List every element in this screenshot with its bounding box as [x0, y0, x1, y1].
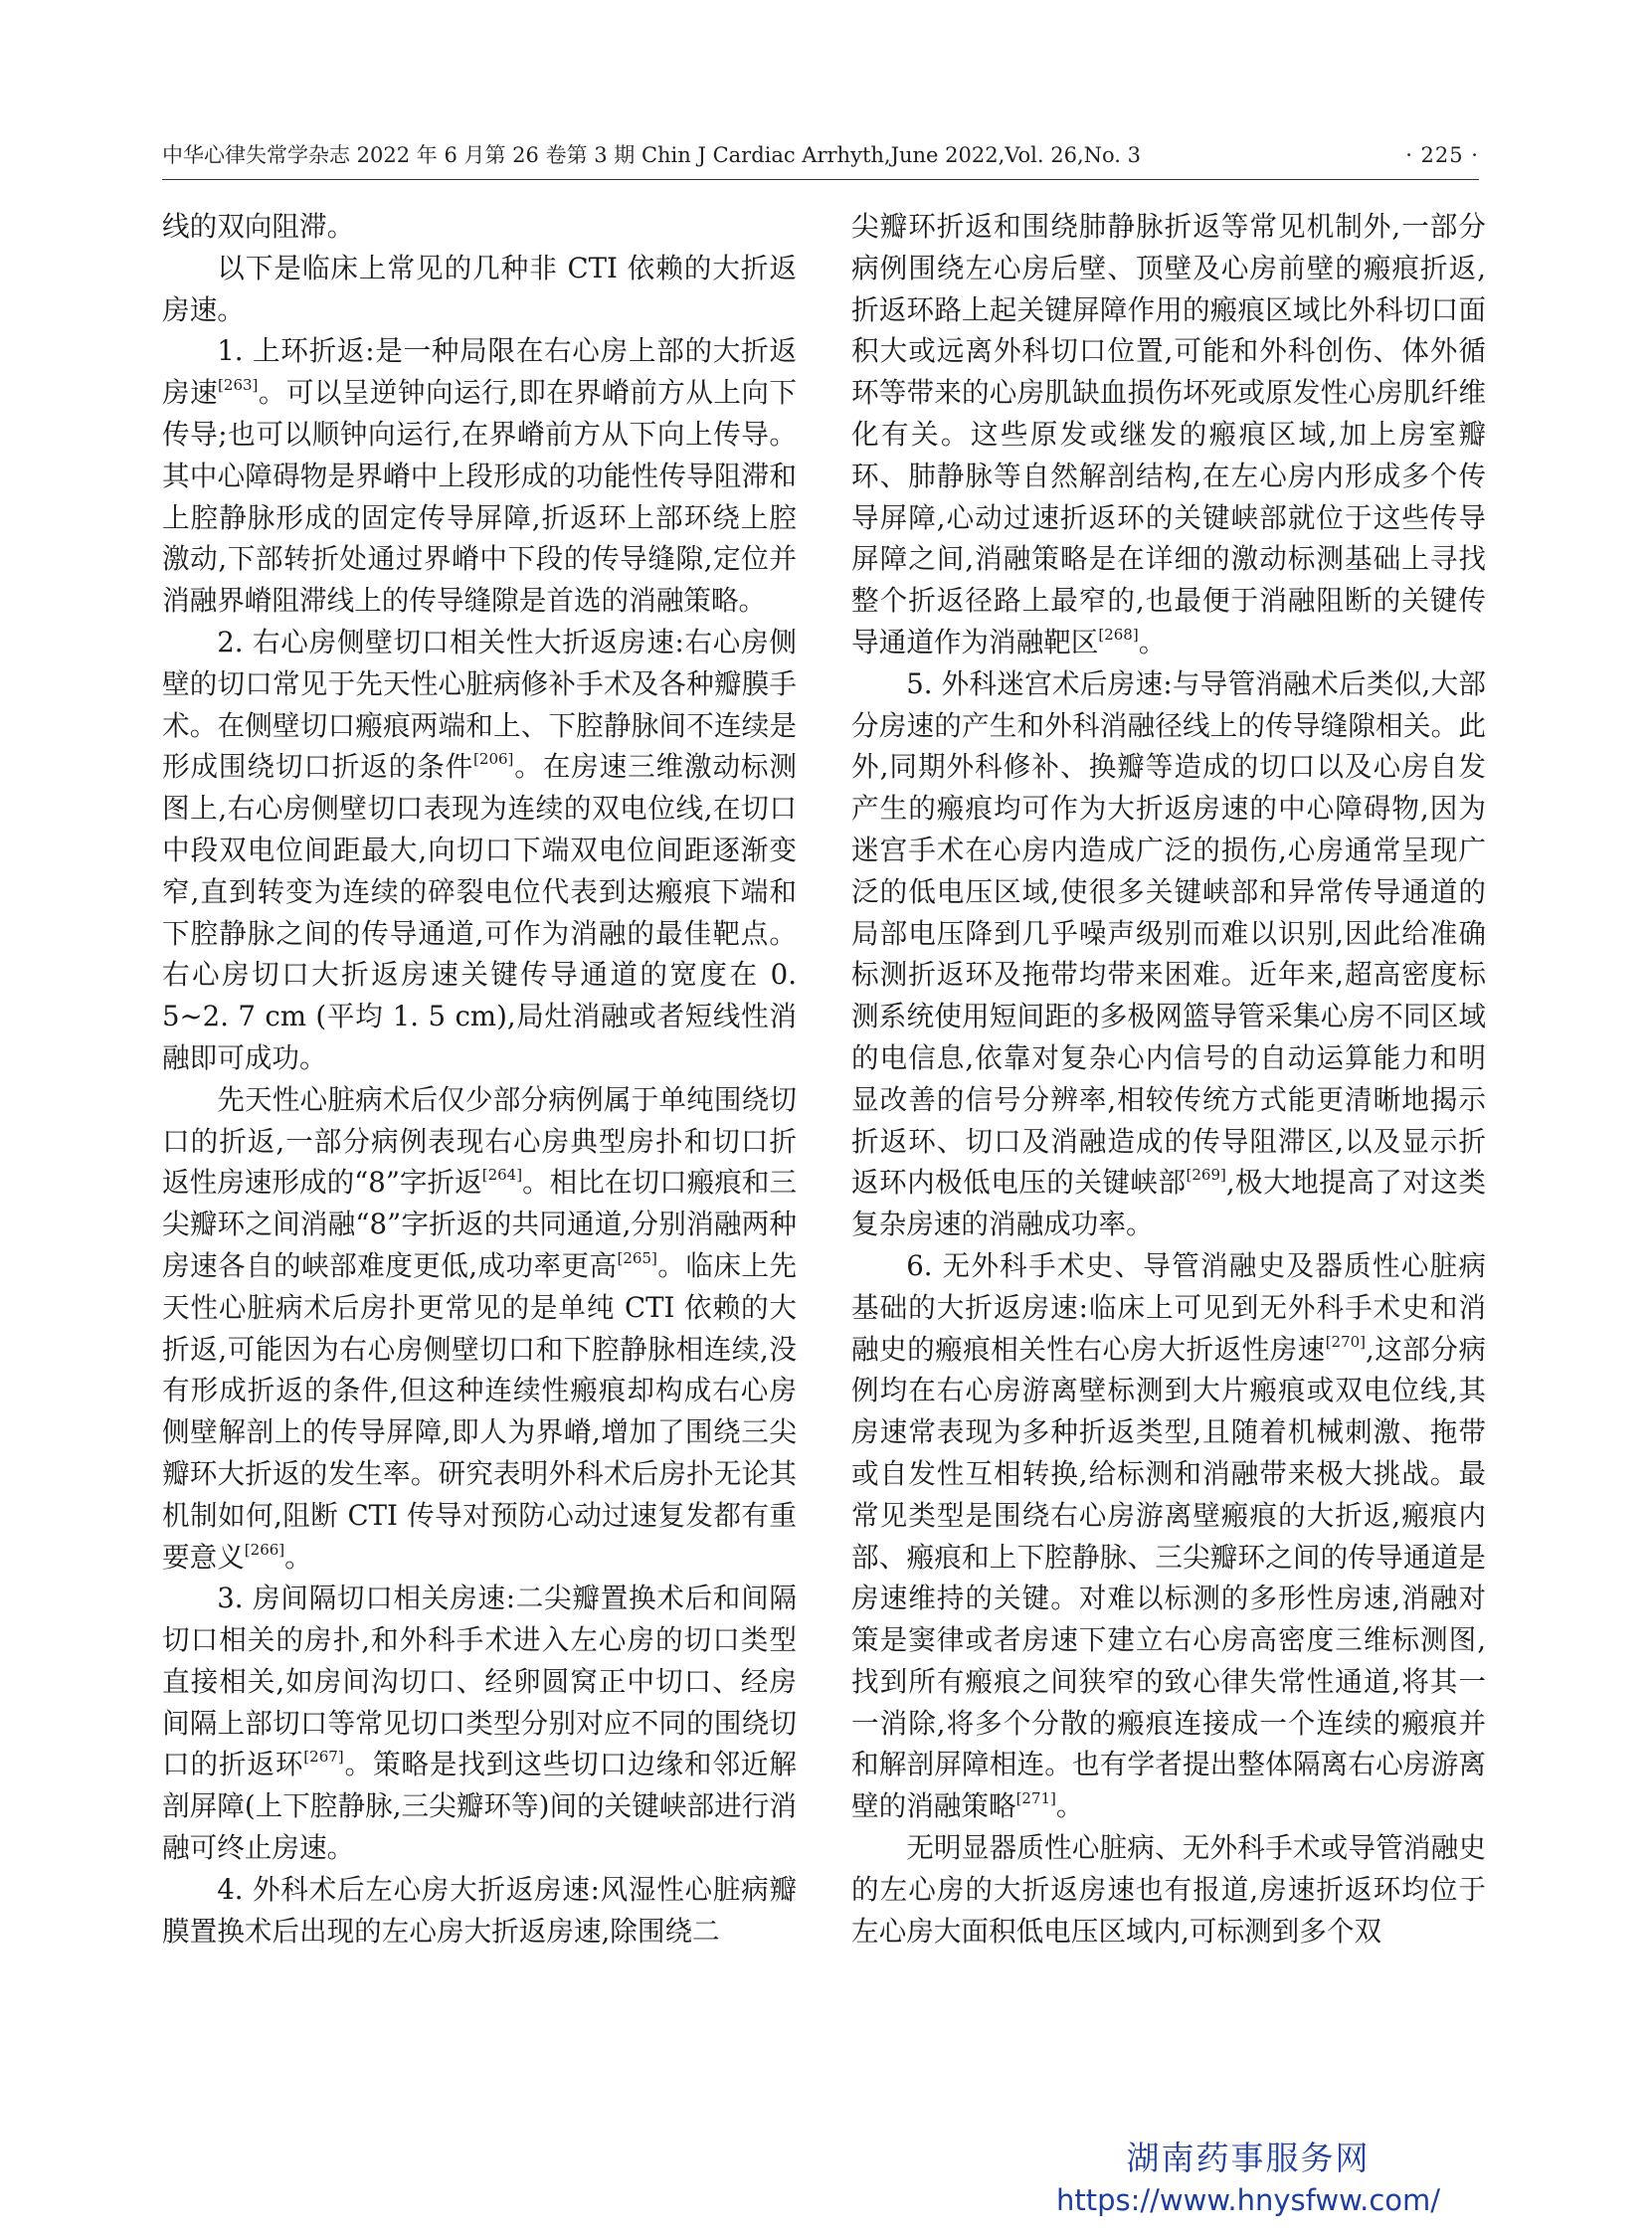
- citation-ref: [264]: [481, 1166, 523, 1185]
- paragraph: 以下是临床上常见的几种非 CTI 依赖的大折返房速。: [162, 251, 797, 326]
- paragraph: 尖瓣环折返和围绕肺静脉折返等常见机制外,一部分病例围绕左心房后壁、顶壁及心房前壁的瘢痕折返,折返环路上起关键屏障作用的瘢痕区域比外科切口面积大或远离外科切口位置,可能和外科创伤、体外循环等带来的心房肌缺血损伤坏死或原发性心房肌纤维化有关。这些原发或继发的瘢痕区域,加上房室瓣环、肺静脉等自然解剖结构,在左心房内形成多个传导屏障,心动过速折返环的关键峡部就位于这些传导屏障之间,消融策略是在详细的激动标测基础上寻找整个折返径路上最窄的,也最便于消融阻断的关键传导通道作为消融靶区[268]。: [851, 210, 1486, 658]
- paragraph: 无明显器质性心脏病、无外科手术或导管消融史的左心房的大折返房速也有报道,房速折返环均位于左心房大面积低电压区域内,可标测到多个双: [851, 1831, 1486, 1948]
- paragraph: 5. 外科迷宫术后房速:与导管消融术后类似,大部分房速的产生和外科消融径线上的传导缝隙相关。此外,同期外科修补、换瓣等造成的切口以及心房自发产生的瘢痕均可作为大折返房速的中心障碍物,因为迷宫手术在心房内造成广泛的损伤,心房通常呈现广泛的低电压区域,使很多关键峡部和异常传导通道的局部电压降到几乎噪声级别而难以识别,因此给准确标测折返环及拖带均带来困难。近年来,超高密度标测系统使用短间距的多极网篮导管采集心房不同区域的电信息,依靠对复杂心内信号的自动运算能力和明显改善的信号分辨率,相较传统方式能更清晰地揭示折返环、切口及消融造成的传导阻滞区,以及显示折返环内极低电压的关键峡部[269],极大地提高了对这类复杂房速的消融成功率。: [851, 666, 1486, 1241]
- right-column: [851, 206, 1486, 2155]
- journal-citation: 中华心律失常学杂志 2022 年 6 月第 26 卷第 3 期 Chin J Cardiac Arrhyth,June 2022,Vol. 26,No. 3: [162, 143, 1141, 167]
- watermark-title: 湖南药事服务网: [1126, 2139, 1371, 2177]
- citation-ref: [206]: [473, 750, 514, 769]
- paragraph: 6. 无外科手术史、导管消融史及器质性心脏病基础的大折返房速:临床上可见到无外科手术史和消融史的瘢痕相关性右心房大折返性房速[270],这部分病例均在右心房游离壁标测到大片瘢痕或双电位线,其房速常表现为多种折返类型,且随着机械刺激、拖带或自发性互相转换,给标测和消融带来极大挑战。最常见类型是围绕右心房游离壁瘢痕的大折返,瘢痕内部、瘢痕和上下腔静脉、三尖瓣环之间的传导通道是房速维持的关键。对难以标测的多形性房速,消融对策是窦律或者房速下建立右心房高密度三维标测图,找到所有瘢痕之间狭窄的致心律失常性通道,将其一一消除,将多个分散的瘢痕连接成一个连续的瘢痕并和解剖屏障相连。也有学者提出整体隔离右心房游离壁的消融策略[271]。: [851, 1248, 1486, 1823]
- citation-ref: [267]: [303, 1748, 344, 1767]
- paragraph: 2. 右心房侧壁切口相关性大折返房速:右心房侧壁的切口常见于先天性心脏病修补手术及各种瓣膜手术。在侧壁切口瘢痕两端和上、下腔静脉间不连续是形成围绕切口折返的条件[206]。在房速三维激动标测图上,右心房侧壁切口表现为连续的双电位线,在切口中段双电位间距最大,向切口下端双电位间距逐渐变窄,直到转变为连续的碎裂电位代表到达瘢痕下端和下腔静脉之间的传导通道,可作为消融的最佳靶点。右心房切口大折返房速关键传导通道的宽度在 0. 5~2. 7 cm (平均 1. 5 cm),局灶消融或者短线性消融即可成功。: [162, 625, 797, 1074]
- running-header: [162, 139, 1479, 171]
- header-rule: [162, 179, 1479, 180]
- citation-ref: [263]: [218, 376, 259, 395]
- site-watermark: [1034, 2137, 1462, 2220]
- watermark-url: https://www.hnysfww.com/: [1055, 2183, 1441, 2217]
- citation-ref: [271]: [1015, 1789, 1056, 1808]
- paragraph: 4. 外科术后左心房大折返房速:风湿性心脏病瓣膜置换术后出现的左心房大折返房速,除围绕二: [162, 1872, 797, 1948]
- paragraph: 先天性心脏病术后仅少部分病例属于单纯围绕切口的折返,一部分病例表现右心房典型房扑和切口折返性房速形成的“8”字折返[264]。相比在切口瘢痕和三尖瓣环之间消融“8”字折返的共同通道,分别消融两种房速各自的峡部难度更低,成功率更高[265]。临床上先天性心脏病术后房扑更常见的是单纯 CTI 依赖的大折返,可能因为右心房侧壁切口和下腔静脉相连续,没有形成折返的条件,但这种连续性瘢痕却构成右心房侧壁解剖上的传导屏障,即人为界嵴,增加了围绕三尖瓣环大折返的发生率。研究表明外科术后房扑无论其机制如何,阻断 CTI 传导对预防心动过速复发都有重要意义[266]。: [162, 1082, 797, 1574]
- paragraph: 1. 上环折返:是一种局限在右心房上部的大折返房速[263]。可以呈逆钟向运行,即在界嵴前方从上向下传导;也可以顺钟向运行,在界嵴前方从下向上传导。其中心障碍物是界嵴中上段形成的功能性传导阻滞和上腔静脉形成的固定传导屏障,折返环上部环绕上腔激动,下部转折处通过界嵴中下段的传导缝隙,定位并消融界嵴阻滞线上的传导缝隙是首选的消融策略。: [162, 334, 797, 618]
- page-number: · 225 ·: [1405, 143, 1479, 167]
- left-column: [162, 206, 797, 2155]
- citation-ref: [266]: [244, 1540, 285, 1559]
- paragraph: 线的双向阻滞。: [162, 210, 355, 243]
- citation-ref: [268]: [1098, 625, 1139, 644]
- citation-ref: [265]: [617, 1248, 657, 1267]
- paragraph: 3. 房间隔切口相关房速:二尖瓣置换术后和间隔切口相关的房扑,和外科手术进入左心房的切口类型直接相关,如房间沟切口、经卵圆窝正中切口、经房间隔上部切口等常见切口类型分别对应不同的围绕切口的折返环[267]。策略是找到这些切口边缘和邻近解剖屏障(上下腔静脉,三尖瓣环等)间的关键峡部进行消融可终止房速。: [162, 1582, 797, 1865]
- citation-ref: [269]: [1186, 1166, 1226, 1185]
- citation-ref: [270]: [1325, 1332, 1367, 1351]
